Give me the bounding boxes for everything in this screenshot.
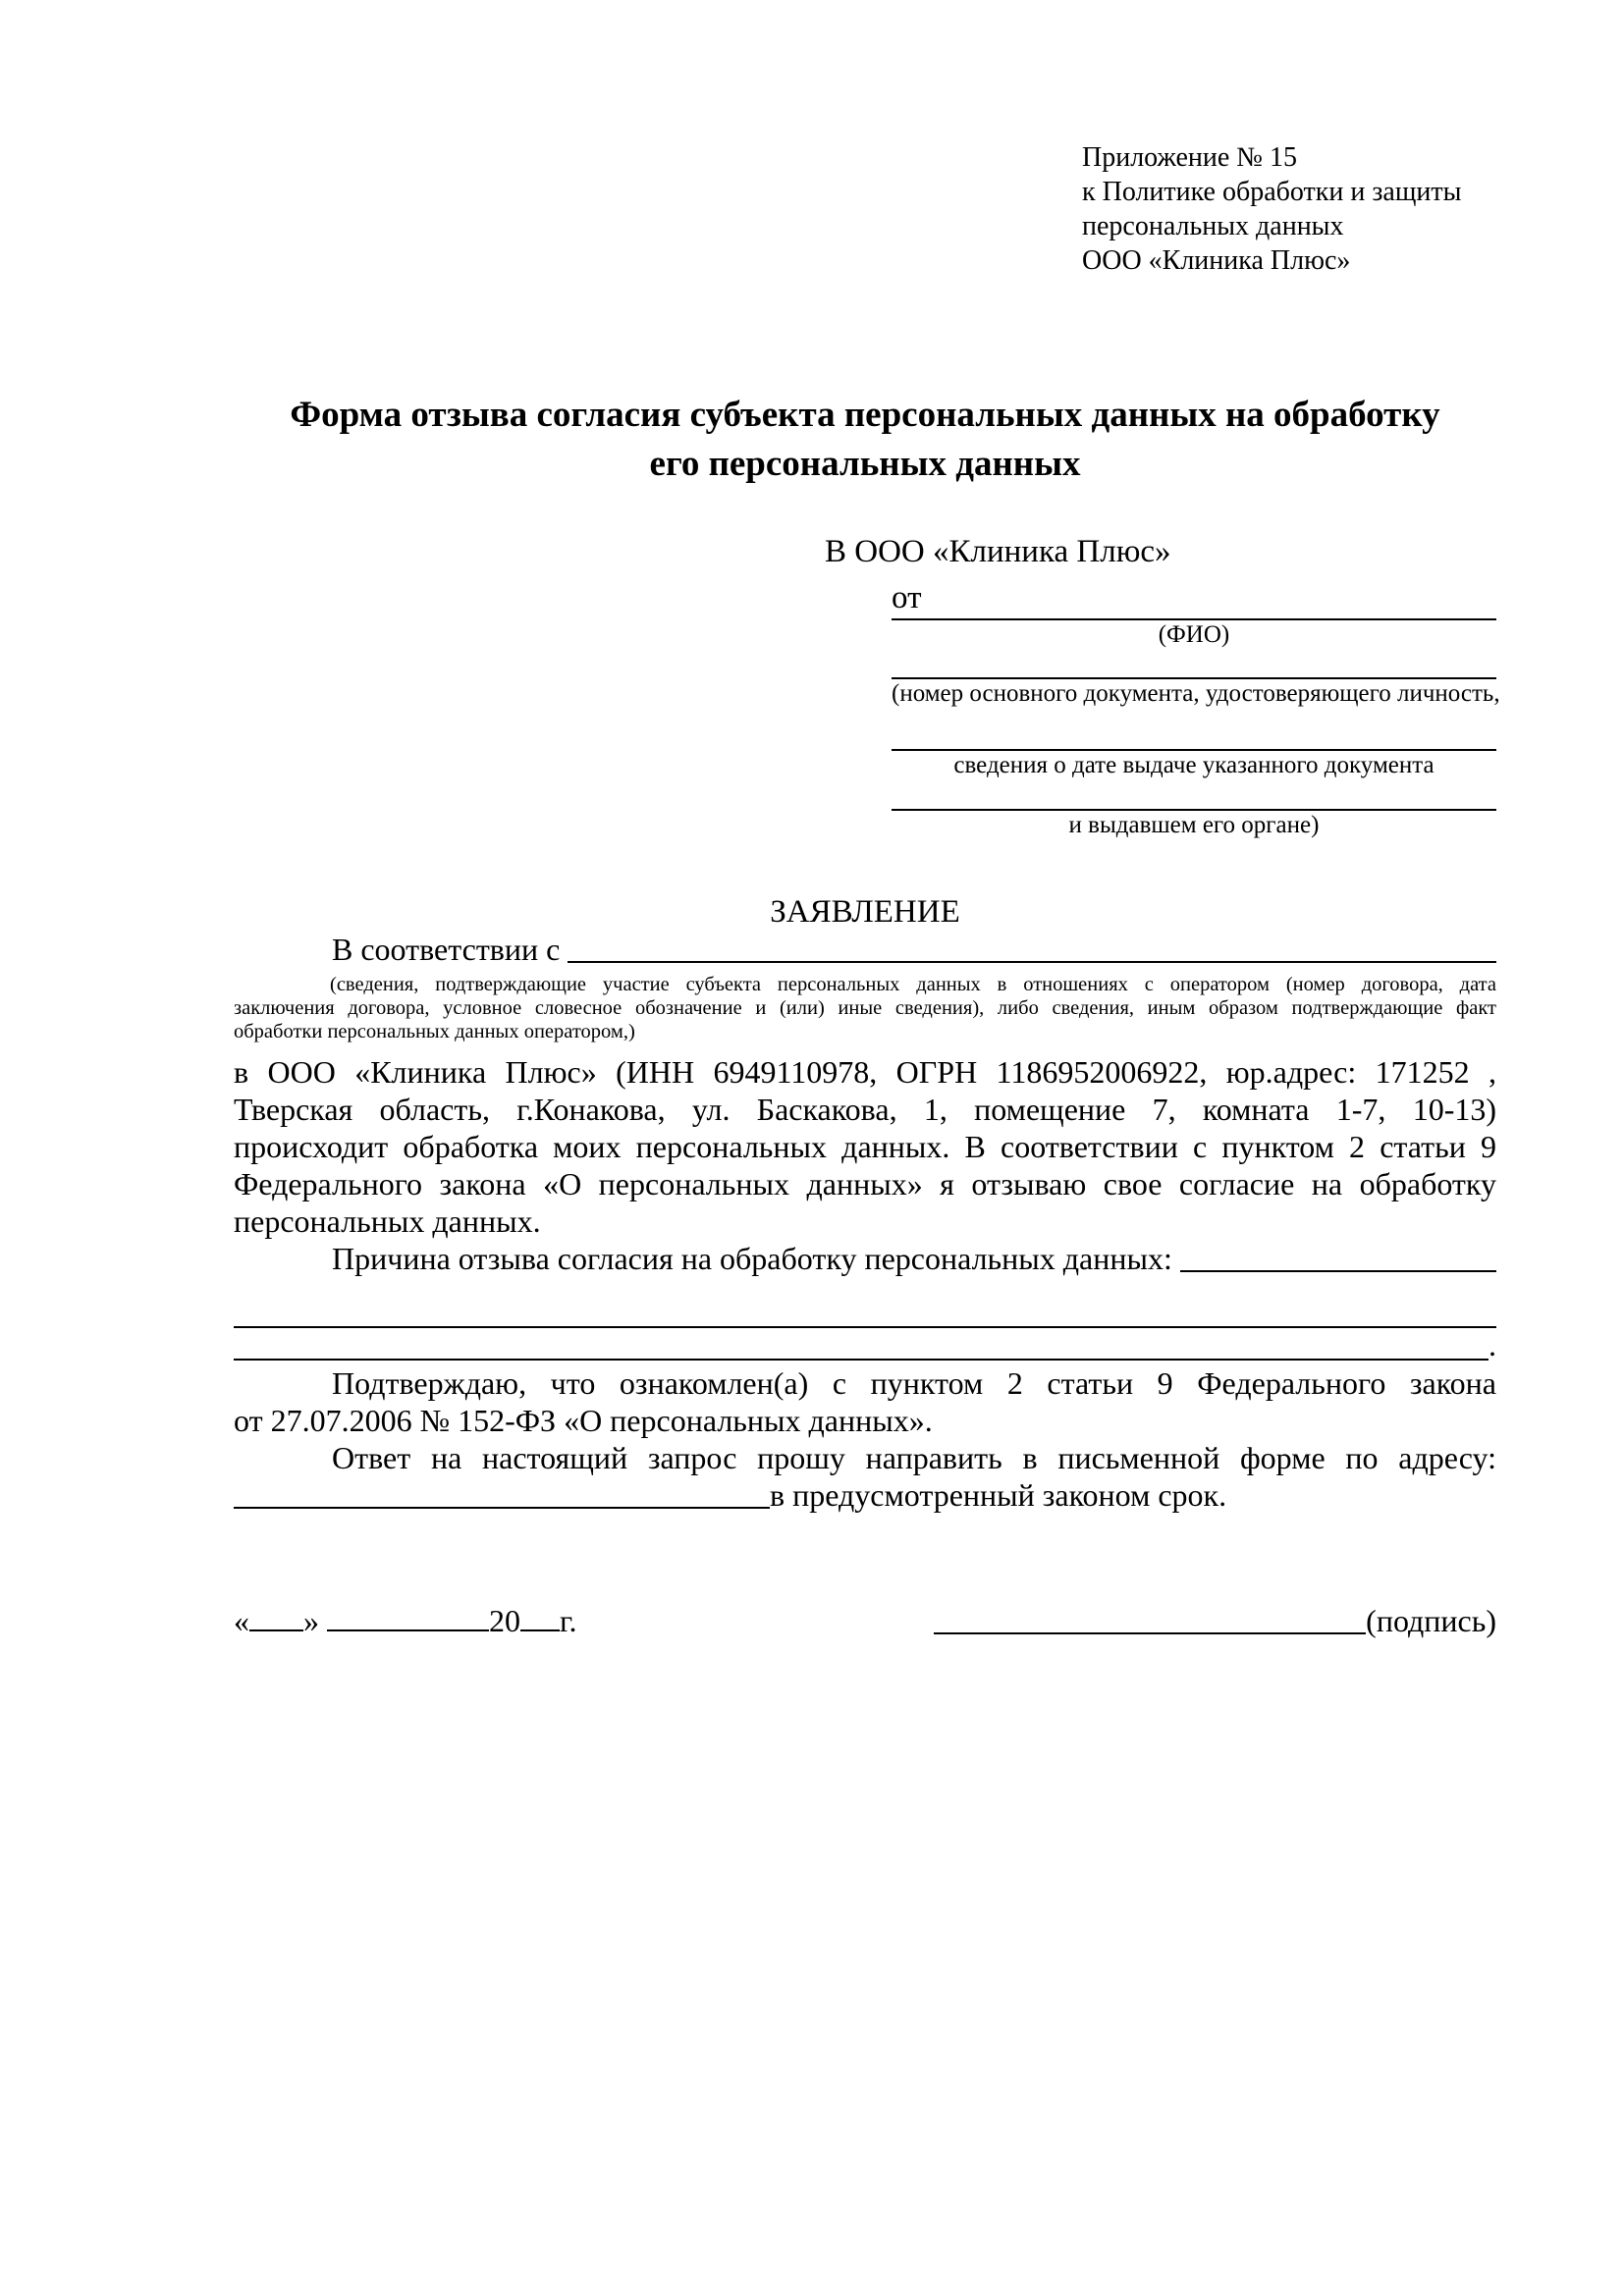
main-paragraph — [234, 1053, 1496, 1240]
issue-date-caption: сведения о дате выдаче указанного документа — [953, 752, 1435, 778]
appendix-note-line: к Политике обработки и защиты — [1082, 177, 1462, 207]
appendix-note-line: Приложение № 15 — [1082, 142, 1297, 173]
date-fill-in — [234, 1602, 577, 1639]
sentence-period: . — [1489, 1327, 1496, 1362]
fio-caption: (ФИО) — [1158, 621, 1230, 648]
issue-date-blank-line — [892, 709, 1496, 751]
date-signature-row — [234, 1602, 1496, 1639]
accordance-footnote — [234, 973, 1496, 1043]
paragraph-indent — [234, 931, 332, 968]
reason-blank-underline — [234, 1359, 1489, 1361]
confirmation-line: от 27.07.2006 № 152-ФЗ «О персональных данных». — [234, 1403, 933, 1438]
appendix-note-line: персональных данных — [1082, 211, 1344, 241]
document-title-line: Форма отзыва согласия субъекта персональных данных на обработку — [290, 395, 1440, 435]
footnote-line: (сведения, подтверждающие участие субъекта персональных данных в отношениях с оператором (номер договора, дата — [330, 974, 1496, 995]
main-paragraph-line: в ООО «Клиника Плюс» (ИНН 6949110978, ОГРН 1186952006922, юр.адрес: 171252 , — [234, 1054, 1496, 1090]
confirmation-paragraph — [234, 1364, 1496, 1439]
reply-address-blank-line — [234, 1476, 770, 1509]
quote-close: » — [303, 1603, 319, 1638]
footnote-line: обработки персональных данных оператором,) — [234, 1021, 635, 1042]
appendix-note — [1082, 140, 1461, 278]
reply-request-line: Ответ на настоящий запрос прошу направить в письменной форме по адресу: — [332, 1440, 1496, 1475]
year-prefix: 20 — [489, 1603, 520, 1638]
year-blank — [520, 1629, 560, 1631]
document-title — [234, 391, 1496, 489]
main-paragraph-line: персональных данных. — [234, 1203, 541, 1239]
statement-heading: ЗАЯВЛЕНИЕ — [770, 894, 960, 930]
signature-fill-in — [934, 1602, 1496, 1639]
addressee-fields — [892, 616, 1500, 840]
addressee-from-label: от — [892, 580, 922, 615]
day-blank — [249, 1629, 303, 1631]
document-number-blank-line — [892, 650, 1496, 679]
month-blank — [327, 1629, 489, 1631]
main-paragraph-line: Тверская область, г.Конакова, ул. Баскакова, 1, помещение 7, комната 1-7, 10-13) — [234, 1092, 1496, 1127]
reason-continuation-blank-line-2 — [234, 1328, 1496, 1361]
main-paragraph-line: Федерального закона «О персональных данных» я отзываю свое согласие на обработку — [234, 1166, 1496, 1201]
accordance-label: В соответствии с — [332, 932, 568, 967]
signature-blank-line — [934, 1602, 1366, 1634]
appendix-note-line: ООО «Клиника Плюс» — [1082, 245, 1351, 276]
issuing-authority-caption: и выдавшем его органе) — [1068, 812, 1320, 838]
reason-row — [234, 1240, 1496, 1277]
document-number-caption: (номер основного документа, удостоверяющего личность, — [892, 680, 1500, 707]
addressee-organization: В ООО «Клиника Плюс» — [825, 534, 1171, 569]
reason-blank-line — [1180, 1240, 1496, 1272]
issuing-authority-blank-line — [892, 780, 1496, 811]
document-title-line: его персональных данных — [649, 444, 1081, 484]
addressee-block — [825, 532, 1500, 840]
signature-caption: (подпись) — [1366, 1603, 1496, 1638]
statement-body — [234, 893, 1496, 1514]
accordance-row — [234, 931, 1496, 968]
reply-address-row — [234, 1476, 1496, 1514]
accordance-blank-line — [568, 931, 1496, 963]
quote-open: « — [234, 1603, 249, 1638]
paragraph-indent — [234, 1240, 332, 1277]
reason-label: Причина отзыва согласия на обработку персональных данных: — [332, 1241, 1180, 1276]
year-suffix: г. — [560, 1603, 577, 1638]
reply-tail-text: в предусмотренный законом срок. — [770, 1477, 1227, 1513]
main-paragraph-line: происходит обработка моих персональных данных. В соответствии с пунктом 2 статьи 9 — [234, 1129, 1496, 1164]
footnote-line: заключения договора, условное словесное обозначение и (или) иные сведения), либо сведения, иным образом подтверждающие факт — [234, 997, 1496, 1019]
confirmation-line: Подтверждаю, что ознакомлен(а) с пунктом 2 статьи 9 Федерального закона — [332, 1365, 1496, 1401]
reason-continuation-blank-line — [234, 1277, 1496, 1328]
